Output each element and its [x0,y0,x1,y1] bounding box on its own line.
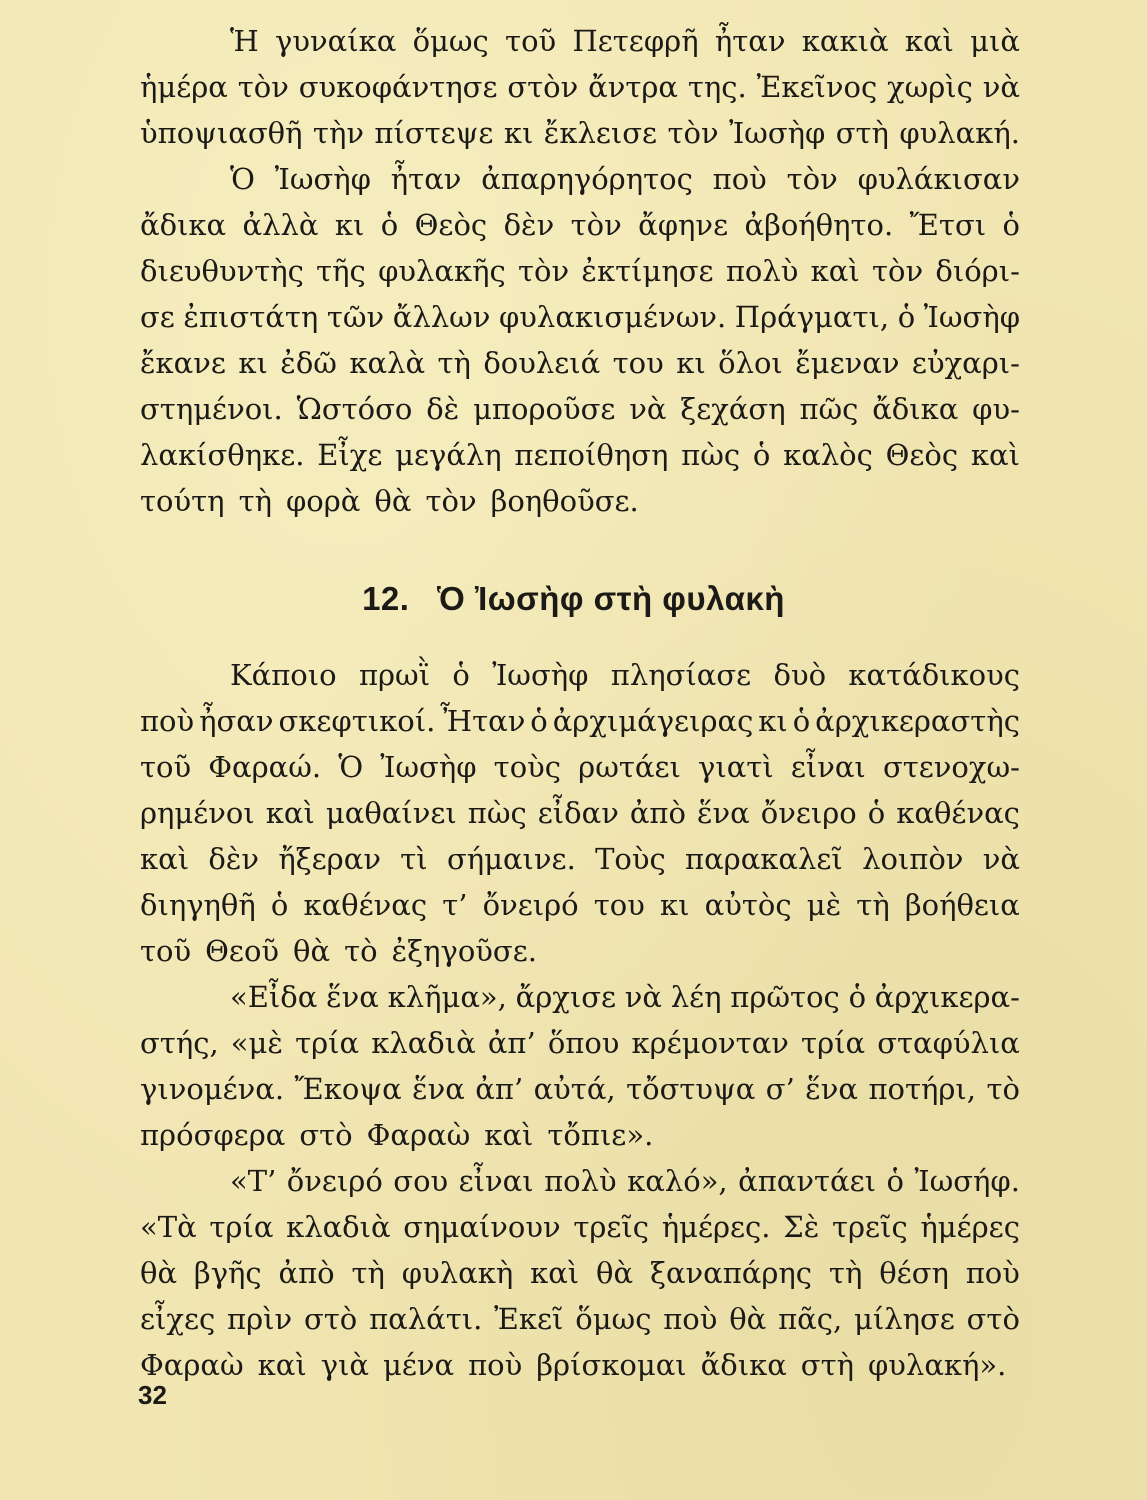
text-line: διηγηθῆ ὁ καθένας τ’ ὄνειρό του κι αὐτὸς μὲ τὴ βοήθεια [140,888,1020,922]
text-line: εἶχες πρὶν στὸ παλάτι. Ἐκεῖ ὅμως ποὺ θὰ πᾶς, μίλησε στὸ [140,1302,1020,1336]
text-line: γινομένα. Ἔκοψα ἕνα ἀπ’ αὐτά, τὄστυψα σ’ ἕνα ποτήρι, τὸ [140,1072,1020,1106]
text-line: στημένοι. Ὡστόσο δὲ μποροῦσε νὰ ξεχάση πῶς ἄδικα φυ- [140,392,1020,426]
text-line: «Εἶδα ἕνα κλῆμα», ἄρχισε νὰ λέη πρῶτος ὁ ἀρχικερα- [230,980,1020,1014]
text-line: Ἡ γυναίκα ὅμως τοῦ Πετεφρῆ ἦταν κακιὰ καὶ μιὰ [230,24,1020,58]
text-line: Κάποιο πρωῒ ὁ Ἰωσὴφ πλησίασε δυὸ κατάδικους [230,658,1020,692]
chapter-title: Ὁ Ἰωσὴφ στὴ φυλακὴ [437,580,785,617]
text-line: Φαραὼ καὶ γιὰ μένα ποὺ βρίσκομαι ἄδικα στὴ φυλακή». [140,1348,1007,1382]
top-paragraphs [140,18,1020,524]
chapter-heading [0,580,1147,618]
text-line: πρόσφερα στὸ Φαραὼ καὶ τὄπιε». [140,1118,654,1152]
text-line: θὰ βγῆς ἀπὸ τὴ φυλακὴ καὶ θὰ ξαναπάρης τὴ θέση ποὺ [140,1256,1020,1290]
text-line: τούτη τὴ φορὰ θὰ τὸν βοηθοῦσε. [140,484,639,518]
text-line: σε ἐπιστάτη τῶν ἄλλων φυλακισμένων. Πράγματι, ὁ Ἰωσὴφ [140,300,1020,334]
page-number: 32 [138,1380,167,1410]
text-line: τοῦ Φαραώ. Ὁ Ἰωσὴφ τοὺς ρωτάει γιατὶ εἶναι στενοχω- [140,750,1020,784]
text-line: στής, «μὲ τρία κλαδιὰ ἀπ’ ὅπου κρέμονταν τρία σταφύλια [140,1026,1020,1060]
text-line: ρημένοι καὶ μαθαίνει πὼς εἶδαν ἀπὸ ἕνα ὄνειρο ὁ καθένας [140,796,1020,830]
text-line: ἔκανε κι ἐδῶ καλὰ τὴ δουλειά του κι ὅλοι ἔμεναν εὐχαρι- [140,346,1020,380]
text-line: λακίσθηκε. Εἶχε μεγάλη πεποίθηση πὼς ὁ καλὸς Θεὸς καὶ [140,438,1020,472]
text-line: ὑποψιασθῆ τὴν πίστεψε κι ἔκλεισε τὸν Ἰωσὴφ στὴ φυλακή. [140,116,1020,150]
text-line: καὶ δὲν ἤξεραν τὶ σήμαινε. Τοὺς παρακαλεῖ λοιπὸν νὰ [140,842,1020,876]
text-line: τοῦ Θεοῦ θὰ τὸ ἐξηγοῦσε. [140,934,537,968]
text-line: ἄδικα ἀλλὰ κι ὁ Θεὸς δὲν τὸν ἄφηνε ἀβοήθητο. Ἔτσι ὁ [140,208,1020,242]
text-line: «Τ’ ὄνειρό σου εἶναι πολὺ καλό», ἀπαντάει ὁ Ἰωσήφ. [230,1164,1020,1198]
text-line: ποὺ ἦσαν σκεφτικοί. Ἦταν ὁ ἀρχιμάγειρας κι ὁ ἀρχικεραστὴς [140,704,1020,738]
text-line: «Τὰ τρία κλαδιὰ σημαίνουν τρεῖς ἡμέρες. Σὲ τρεῖς ἡμέρες [140,1210,1020,1244]
text-line: διευθυντὴς τῆς φυλακῆς τὸν ἐκτίμησε πολὺ καὶ τὸν διόρι- [140,254,1020,288]
text-line: ἡμέρα τὸν συκοφάντησε στὸν ἄντρα της. Ἐκεῖνος χωρὶς νὰ [140,70,1020,104]
chapter-number: 12. [362,580,410,617]
chapter-paragraphs [140,652,1020,1388]
text-line: Ὁ Ἰωσὴφ ἦταν ἀπαρηγόρητος ποὺ τὸν φυλάκισαν [230,162,1020,196]
